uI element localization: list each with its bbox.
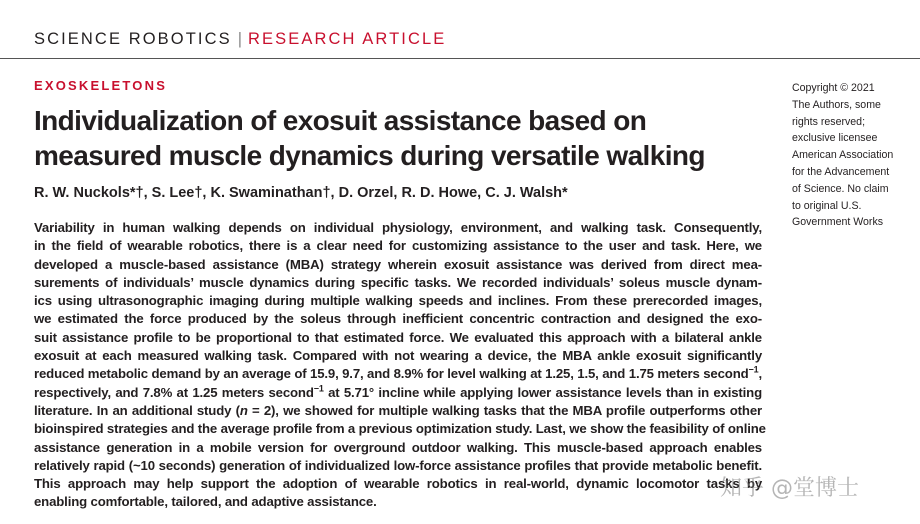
copyright-line: Copyright © 2021: [792, 82, 875, 94]
header-rule: [0, 58, 920, 59]
abstract-text: respectively, and 7.8% at 1.25 meters second: [34, 384, 314, 400]
abstract-line: in the field of wearable robotics, there is a clear need for customizing assistance to the user and task. Here, we: [34, 238, 762, 254]
journal-name: SCIENCE ROBOTICS: [34, 30, 232, 48]
watermark: 知乎 @堂博士: [720, 476, 859, 501]
copyright-line: rights reserved;: [792, 115, 866, 128]
abstract-line: ics using ultrasonographic imaging during multiple walking speeds and inclines. From these prerecorded images,: [34, 293, 762, 309]
copyright-line: exclusive licensee: [792, 132, 878, 145]
abstract-text: literature. In an additional study (: [34, 402, 240, 418]
copyright-notice: [792, 80, 912, 231]
copyright-line: American Association: [792, 149, 894, 162]
journal-header: [34, 30, 446, 49]
copyright-line: The Authors, some: [792, 98, 881, 111]
abstract-line: bioinspired strategies and the average profile from a previous optimization study. Last, we show the feasibility of online: [34, 421, 766, 437]
abstract-line: Variability in human walking depends on individual physiology, environment, and walking task. Consequently,: [34, 220, 762, 235]
section-label: EXOSKELETONS: [34, 78, 168, 93]
abstract-line: assistance generation in a mobile version for overground outdoor walking. This muscle-based approach enables: [34, 439, 762, 455]
abstract-line: exosuit at each measured walking task. Compared with not wearing a device, the MBA ankle exosuit significantly: [34, 348, 762, 364]
abstract-line: [34, 384, 762, 402]
abstract-line: we estimated the force produced by the soleus through inefficient concentric contraction and designed the exo-: [34, 311, 762, 327]
sample-size-variable: n: [239, 402, 248, 418]
abstract-line: This approach may help support the adoption of wearable robotics in real-world, dynamic locomotor tasks by: [34, 476, 762, 492]
abstract-text: reduced metabolic demand by an average of 15.9, 9.7, and 8.9% for level walking at 1.25, 1.5, and 1.75 meters second: [34, 366, 749, 382]
abstract-text: ,: [758, 366, 762, 382]
abstract-line: surements of individuals’ muscle dynamics during specific tasks. We recorded individuals’ soleus muscle dynam-: [34, 274, 762, 290]
copyright-line: Government Works: [792, 216, 884, 229]
abstract-line: relatively rapid (~10 seconds) generation of individualized low-force assistance profiles that provide metabolic benefit.: [34, 457, 762, 473]
copyright-line: of Science. No claim: [792, 182, 889, 195]
exponent: −1: [313, 383, 324, 394]
abstract-line: suit assistance profile to be proportional to that estimated force. We evaluated this approach with a bilateral ankle: [34, 329, 762, 345]
abstract-line: developed a muscle-based assistance (MBA) strategy wherein exosuit assistance was derived from direct mea-: [34, 256, 762, 272]
abstract-line: [34, 365, 762, 383]
copyright-line: for the Advancement: [792, 165, 890, 178]
abstract-line: enabling comfortable, tailored, and adaptive assistance.: [34, 494, 377, 510]
article-title: Individualization of exosuit assistance based on measured muscle dynamics during versatile walking: [34, 105, 705, 171]
abstract: [34, 219, 766, 512]
header-separator: |: [237, 30, 243, 48]
abstract-text: at 5.71° incline while applying lower assistance levels than in existing: [323, 384, 762, 400]
article-type: RESEARCH ARTICLE: [248, 30, 447, 48]
abstract-line: [34, 402, 762, 420]
author-list: R. W. Nuckols*†, S. Lee†, K. Swaminathan†, D. Orzel, R. D. Howe, C. J. Walsh*: [34, 185, 568, 201]
exponent: −1: [748, 364, 759, 375]
copyright-line: to original U.S.: [792, 199, 862, 212]
abstract-text: = 2), we showed for multiple walking tasks that the MBA profile outperforms other: [247, 402, 762, 418]
